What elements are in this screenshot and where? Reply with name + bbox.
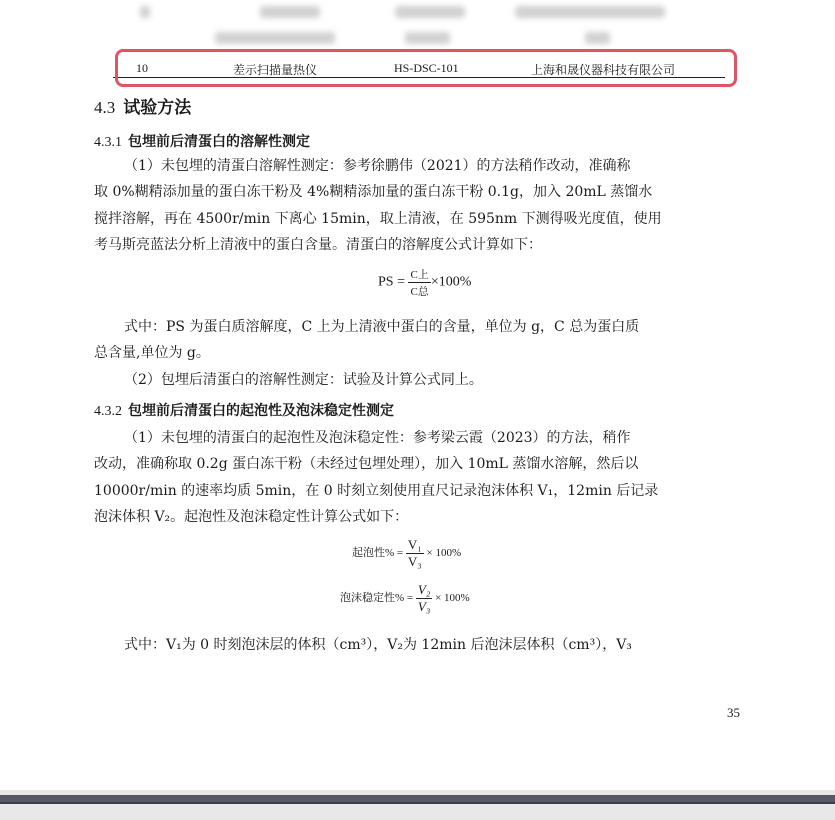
row-manufacturer: 上海和晟仪器科技有限公司	[531, 63, 676, 77]
paragraph-line: 10000r/min 的速率均质 5min，在 0 时刻立刻使用直尺记录泡沫体积 V₁，12min 后记录	[94, 482, 659, 499]
section-heading	[94, 93, 191, 118]
paragraph-line: （1）未包埋的清蛋白溶解性测定：参考徐鹏伟（2021）的方法稍作改动，准确称	[124, 158, 631, 174]
formula-lhs: PS =	[378, 274, 405, 290]
paragraph-1	[94, 153, 742, 258]
subsection-number: 4.3.2	[94, 404, 122, 419]
paragraph-line: （1）未包埋的清蛋白的起泡性及泡沫稳定性：参考梁云霞（2023）的方法，稍作	[124, 430, 631, 446]
paragraph-line: （2）包埋后清蛋白的溶解性测定：试验及计算公式同上。	[124, 372, 483, 388]
subsection-heading-2	[94, 400, 394, 420]
paragraph-line: 式中：PS 为蛋白质溶解度，C 上为上清液中蛋白的含量，单位为 g，C 总为蛋白质	[124, 319, 640, 335]
formula-numerator: C上	[408, 266, 430, 283]
blurred-row	[140, 32, 740, 46]
subsection-title: 包埋前后清蛋白的起泡性及泡沫稳定性测定	[128, 403, 394, 419]
paragraph-line: 搅拌溶解，再在 4500r/min 下离心 15min，取上清液，在 595nm 下测得吸光度值，使用	[94, 210, 662, 227]
row-model: HS-DSC-101	[394, 61, 459, 75]
highlighted-table-row	[115, 49, 737, 87]
paragraph-5	[94, 632, 742, 658]
paragraph-line: 式中：V₁为 0 时刻泡沫层的体积（cm³），V₂为 12min 后泡沫层体积（cm³），V₃	[124, 637, 632, 653]
formula-lhs: 起泡性% =	[352, 547, 404, 560]
formula-denominator: V₃	[407, 554, 422, 569]
blurred-row	[140, 6, 740, 20]
formula-lhs: 泡沫稳定性% =	[340, 592, 414, 605]
paragraph-line: 泡沫体积 V₂。起泡性及泡沫稳定性计算公式如下：	[94, 508, 409, 525]
formula-tail: ×100%	[430, 274, 472, 290]
row-index: 10	[136, 61, 148, 75]
row-instrument-name: 差示扫描量热仪	[233, 63, 318, 77]
formula-solubility	[378, 266, 471, 299]
paragraph-line: 总含量,单位为 g。	[94, 345, 210, 362]
formula-tail: × 100%	[435, 592, 470, 605]
section-number: 4.3	[94, 98, 116, 117]
bottom-bar-strip	[0, 795, 835, 802]
paragraph-line: 改动，准确称取 0.2g 蛋白冻干粉（未经过包埋处理），加入 10mL 蒸馏水溶解，然后以	[94, 456, 639, 473]
formula-foam-stability	[340, 582, 470, 615]
paragraph-2	[94, 314, 742, 367]
formula-foaming	[352, 537, 461, 570]
formula-numerator: V₁	[407, 537, 422, 552]
formula-denominator: C总	[410, 286, 429, 298]
formula-denominator: V₃	[417, 599, 431, 614]
viewer-bottom-bar	[0, 790, 835, 820]
formula-tail: × 100%	[426, 547, 462, 560]
paragraph-3	[94, 367, 742, 393]
paragraph-line: 取 0%糊精添加量的蛋白冻干粉及 4%糊精添加量的蛋白冻干粉 0.1g，加入 20mL 蒸馏水	[94, 184, 653, 201]
section-title: 试验方法	[123, 98, 192, 118]
subsection-number: 4.3.1	[94, 135, 122, 150]
subsection-title: 包埋前后清蛋白的溶解性测定	[128, 134, 310, 150]
paragraph-4	[94, 425, 742, 530]
bottom-bar-strip	[0, 802, 835, 804]
page-number: 35	[727, 705, 740, 720]
subsection-heading-1	[94, 131, 310, 151]
paragraph-line: 考马斯亮蓝法分析上清液中的蛋白含量。清蛋白的溶解度公式计算如下：	[94, 236, 542, 253]
formula-numerator: V₂	[417, 582, 431, 597]
